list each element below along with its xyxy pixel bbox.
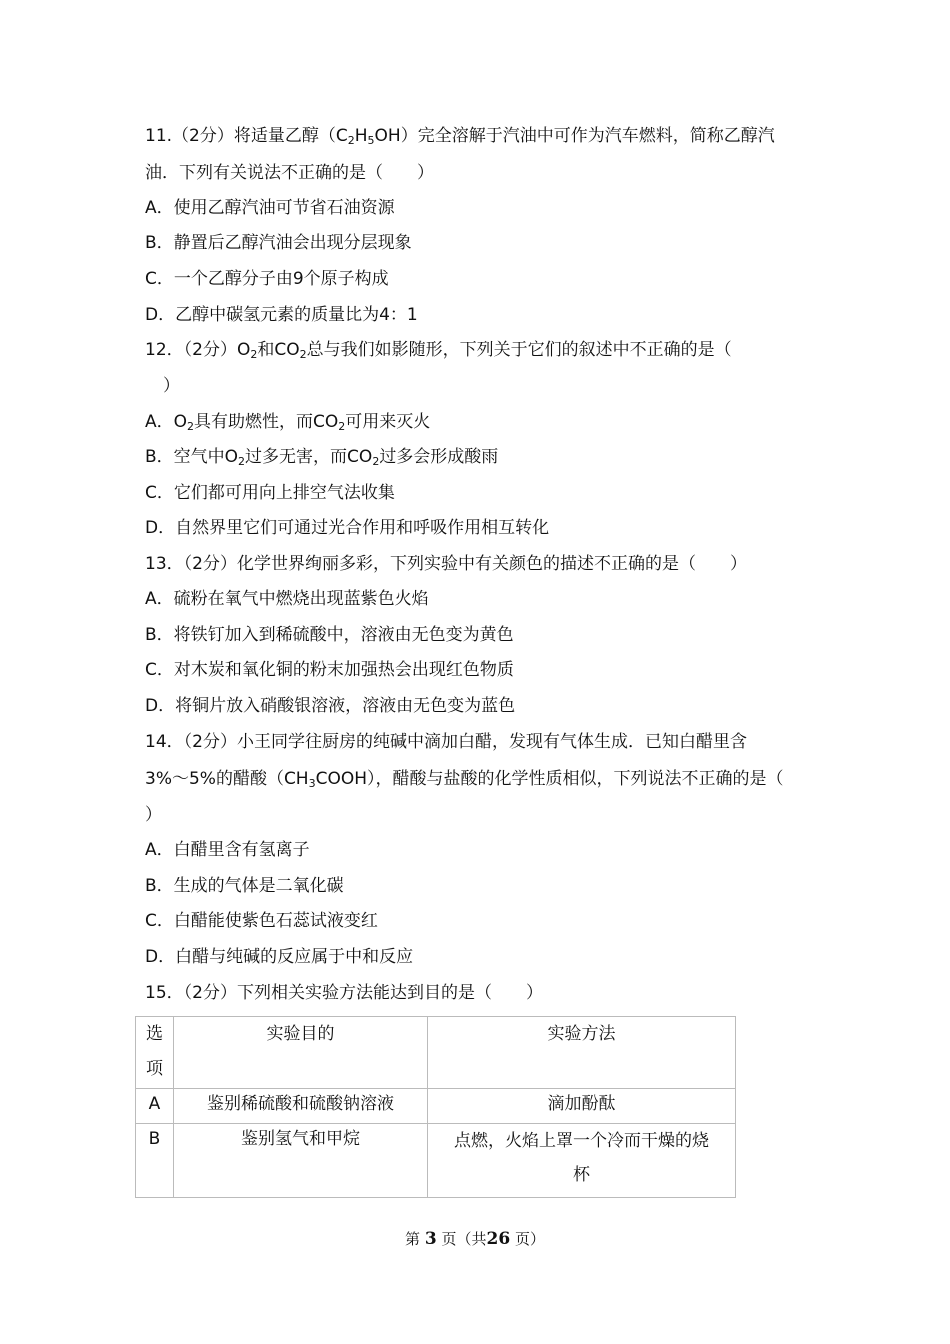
header-option xyxy=(136,1017,174,1089)
row-method xyxy=(428,1124,736,1198)
subscript: 3 xyxy=(308,777,316,790)
q14-stem-line2 xyxy=(145,767,784,791)
subscript: 5 xyxy=(367,134,375,147)
page-footer xyxy=(0,1228,950,1249)
table-header-row xyxy=(136,1017,736,1089)
footer-text: 第 xyxy=(405,1230,421,1248)
q14-option-d: D．白醋与纯碱的反应属于中和反应 xyxy=(145,947,414,967)
q13-stem: 13．（2分）化学世界绚丽多彩，下列实验中有关颜色的描述不正确的是（ ） xyxy=(145,554,747,574)
q12-stem-line2: ） xyxy=(163,376,180,396)
subscript: 2 xyxy=(338,420,346,433)
subscript: 2 xyxy=(238,455,246,468)
table-row xyxy=(136,1124,736,1198)
header-option-line2: 项 xyxy=(146,1059,163,1079)
header-method: 实验方法 xyxy=(428,1017,736,1089)
q11-stem-line1 xyxy=(145,124,775,148)
footer-page-number: 3 xyxy=(424,1229,437,1249)
q12-text: 12．（2分）O xyxy=(145,340,251,360)
q11-option-c: C．一个乙醇分子由9个原子构成 xyxy=(145,269,389,289)
q12-option-b xyxy=(145,445,498,469)
q12-text: 过多会形成酸雨 xyxy=(379,447,499,467)
q12-text: 可用来灭火 xyxy=(345,412,431,432)
row-goal: 鉴别氢气和甲烷 xyxy=(174,1124,428,1198)
q12-option-a xyxy=(145,410,430,434)
q15-stem: 15．（2分）下列相关实验方法能达到目的是（ ） xyxy=(145,983,543,1003)
table-row xyxy=(136,1089,736,1124)
row-method-line2: 杯 xyxy=(573,1165,590,1185)
q11-stem-line2: 油．下列有关说法不正确的是（ ） xyxy=(145,163,434,183)
q14-text: 3%～5%的醋酸（CH xyxy=(145,769,309,789)
footer-text: 页（共 xyxy=(441,1230,487,1248)
subscript: 2 xyxy=(250,348,258,361)
q11-option-b: B．静置后乙醇汽油会出现分层现象 xyxy=(145,233,412,253)
q11-text: H xyxy=(354,126,368,146)
header-goal: 实验目的 xyxy=(174,1017,428,1089)
q12-option-d: D．自然界里它们可通过光合作用和呼吸作用相互转化 xyxy=(145,518,550,538)
row-method-line1: 点燃，火焰上罩一个冷而干燥的烧 xyxy=(454,1131,709,1151)
q12-text: B．空气中O xyxy=(145,447,239,467)
footer-text: 页） xyxy=(514,1230,545,1248)
q11-option-d: D．乙醇中碳氢元素的质量比为4：1 xyxy=(145,305,418,325)
q12-stem-line1 xyxy=(145,338,732,362)
subscript: 2 xyxy=(372,455,380,468)
q12-text: 具有助燃性，而CO xyxy=(194,412,339,432)
subscript: 2 xyxy=(299,348,307,361)
q14-text: COOH），醋酸与盐酸的化学性质相似，下列说法不正确的是（ xyxy=(315,769,784,789)
q13-option-b: B．将铁钉加入到稀硫酸中，溶液由无色变为黄色 xyxy=(145,625,514,645)
q11-option-a: A．使用乙醇汽油可节省石油资源 xyxy=(145,198,395,218)
q12-text: 总与我们如影随形，下列关于它们的叙述中不正确的是（ xyxy=(306,340,732,360)
q14-option-b: B．生成的气体是二氧化碳 xyxy=(145,876,344,896)
q14-stem-line3: ） xyxy=(145,805,162,825)
q11-text: OH）完全溶解于汽油中可作为汽车燃料，简称乙醇汽 xyxy=(374,126,775,146)
q13-option-d: D．将铜片放入硝酸银溶液，溶液由无色变为蓝色 xyxy=(145,696,516,716)
q14-stem-line1: 14．（2分）小王同学往厨房的纯碱中滴加白醋，发现有气体生成．已知白醋里含 xyxy=(145,732,747,752)
footer-total-pages: 26 xyxy=(486,1229,511,1249)
row-goal: 鉴别稀硫酸和硫酸钠溶液 xyxy=(174,1089,428,1124)
q15-table xyxy=(135,1016,736,1198)
row-option: B xyxy=(136,1124,174,1198)
row-method: 滴加酚酞 xyxy=(428,1089,736,1124)
q12-option-c: C．它们都可用向上排空气法收集 xyxy=(145,483,395,503)
subscript: 2 xyxy=(187,420,195,433)
q14-option-c: C．白醋能使紫色石蕊试液变红 xyxy=(145,911,378,931)
q13-option-c: C．对木炭和氧化铜的粉末加强热会出现红色物质 xyxy=(145,660,514,680)
header-option-line1: 选 xyxy=(146,1024,163,1044)
q13-option-a: A．硫粉在氧气中燃烧出现蓝紫色火焰 xyxy=(145,589,429,609)
row-option: A xyxy=(136,1089,174,1124)
subscript: 2 xyxy=(347,134,355,147)
q12-text: 和CO xyxy=(257,340,300,360)
q11-text: 11.（2分）将适量乙醇（C xyxy=(145,126,348,146)
q12-text: A．O xyxy=(145,412,188,432)
q12-text: 过多无害，而CO xyxy=(245,447,373,467)
q14-option-a: A．白醋里含有氢离子 xyxy=(145,840,310,860)
